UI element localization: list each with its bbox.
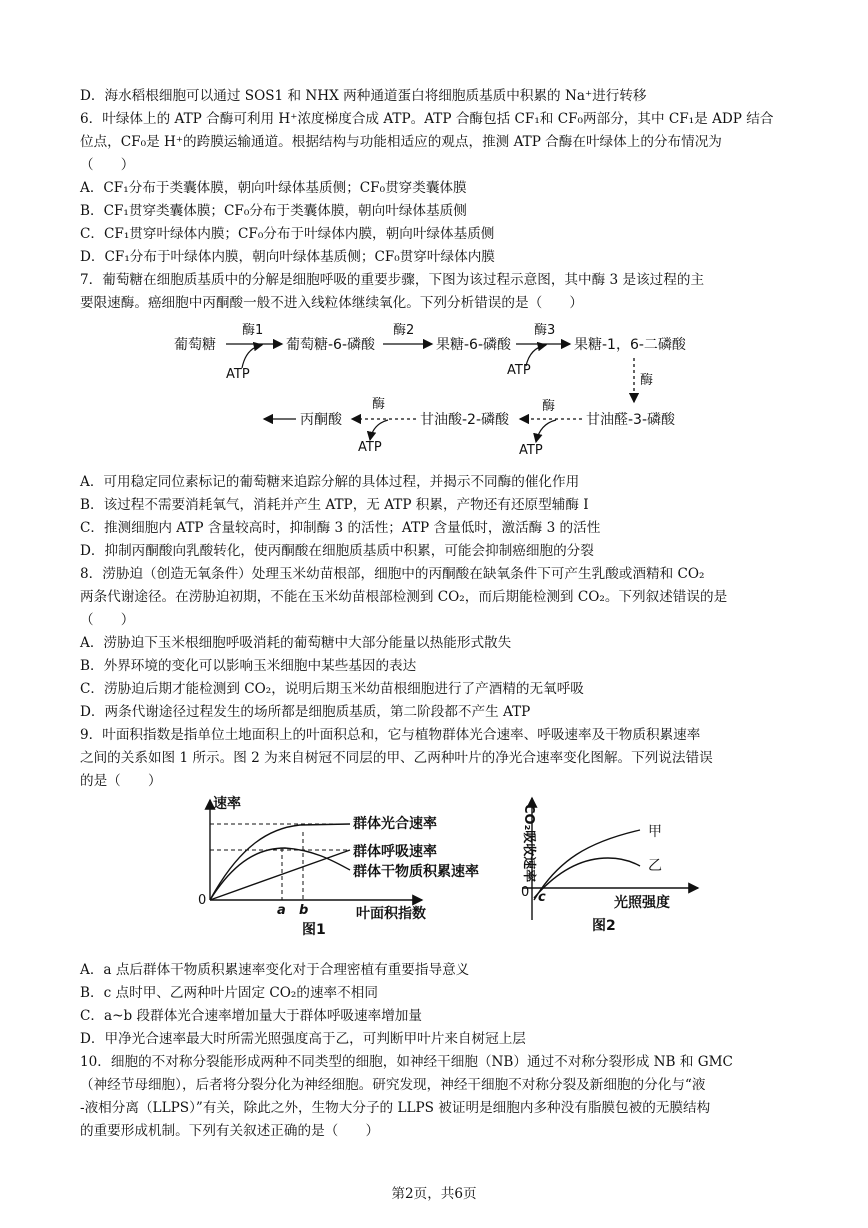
text-line: 9．叶面积指数是指单位土地面积上的叶面积总和，它与植物群体光合速率、呼吸速率及干物质积累速率 [80,727,701,743]
text-line: D．CF₁分布于叶绿体内膜，朝向叶绿体基质侧；CF₀贯穿叶绿体内膜 [80,249,495,265]
fig1-ylabel: 速率 [213,796,241,812]
text-line: 6．叶绿体上的 ATP 合酶可利用 H⁺浓度梯度合成 ATP。ATP 合酶包括 CF₁和 CF₀两部分，其中 CF₁是 ADP 结合 [80,111,774,127]
fig1-b: b [299,903,309,918]
f16bp-label: 果糖-1，6-二磷酸 [574,337,686,353]
enzyme1-label: 酶1 [242,323,264,338]
series-photosynthesis [210,824,350,900]
fig2-caption: 图2 [592,918,616,934]
text-line: A．涝胁迫下玉米根细胞呼吸消耗的葡萄糖中大部分能量以热能形式散失 [80,635,512,651]
fig2-ylabel: CO₂吸收速率 [521,804,536,883]
text-line: A．CF₁分布于类囊体膜，朝向叶绿体基质侧；CF₀贯穿类囊体膜 [80,180,467,196]
text-line: C．推测细胞内 ATP 含量较高时，抑制酶 3 的活性；ATP 含量低时，激活酶 3 的活性 [80,520,601,536]
enzyme3-label: 酶3 [534,323,556,338]
fig2-jia: 甲 [648,824,662,840]
text-line: C．涝胁迫后期才能检测到 CO₂，说明后期玉米幼苗根细胞进行了产酒精的无氧呼吸 [80,681,584,697]
fig1-a: a [277,903,286,918]
atp-label: ATP [358,440,382,455]
atp-label: ATP [226,367,250,382]
fig1-caption: 图1 [302,922,326,938]
enzyme-label: 酶 [372,397,386,412]
fig1-xlabel: 叶面积指数 [356,906,426,922]
g6p-label: 葡萄糖-6-磷酸 [286,337,376,353]
text-line: （ ） [80,612,135,628]
text-line: 的是（ ） [80,773,162,789]
fig2-c: c [538,890,546,905]
text-line: 8．涝胁迫（创造无氧条件）处理玉米幼苗根部，细胞中的丙酮酸在缺氧条件下可产生乳酸或酒精和 CO₂ [80,566,705,582]
text-line: 位点，CF₀是 H⁺的跨膜运输通道。根据结构与功能相适应的观点，推测 ATP 合酶在叶绿体上的分布情况为 [80,134,722,150]
enzyme-label: 酶 [640,373,654,388]
text-line: （ ） [80,157,135,173]
fig1-series2: 群体呼吸速率 [353,844,437,860]
text-line: B．c 点时甲、乙两种叶片固定 CO₂的速率不相同 [80,985,378,1001]
page-footer: 第2页，共6页 [391,1186,477,1202]
text-line: A．a 点后群体干物质积累速率变化对于合理密植有重要指导意义 [80,962,470,978]
fig2-yi: 乙 [648,858,662,874]
text-line: D．抑制丙酮酸向乳酸转化，使丙酮酸在细胞质基质中积累，可能会抑制癌细胞的分裂 [80,543,594,559]
series-respiration [210,850,350,900]
f6p-label: 果糖-6-磷酸 [436,337,512,353]
glycolysis-diagram [0,318,868,463]
text-line: C．CF₁贯穿叶绿体内膜；CF₀分布于叶绿体内膜，朝向叶绿体基质侧 [80,226,495,242]
enzyme-label: 酶 [542,399,556,414]
text-line: 10．细胞的不对称分裂能形成两种不同类型的细胞，如神经干细胞（NB）通过不对称分裂形成 NB 和 GMC [80,1054,733,1070]
text-line: （神经节母细胞），后者将分裂分化为神经细胞。研究发现，神经干细胞不对称分裂及新细胞的分化与“液 [80,1077,706,1093]
text-line: -液相分离（LLPS）”有关，除此之外，生物大分子的 LLPS 被证明是细胞内多种没有脂膜包被的无膜结构 [80,1100,711,1116]
pyruvate-label: 丙酮酸 [300,412,342,428]
fig1-series1: 群体光合速率 [353,816,437,832]
text-line: 的重要形成机制。下列有关叙述正确的是（ ） [80,1123,380,1139]
text-line: 7．葡萄糖在细胞质基质中的分解是细胞呼吸的重要步骤，下图为该过程示意图，其中酶 3 是该过程的主 [80,272,705,288]
text-line: B．外界环境的变化可以影响玉米细胞中某些基因的表达 [80,658,417,674]
fig1-origin: 0 [198,893,207,908]
g3p-label: 甘油醛-3-磷酸 [586,412,676,428]
text-line: 之间的关系如图 1 所示。图 2 为来自树冠不同层的甲、乙两种叶片的净光合速率变化图解。下列说法错误 [80,750,713,766]
pga2-label: 甘油酸-2-磷酸 [420,412,510,428]
atp-label: ATP [507,363,531,378]
text-line: D．海水稻根细胞可以通过 SOS1 和 NHX 两种通道蛋白将细胞质基质中积累的 Na⁺进行转移 [80,88,647,104]
text-line: B．CF₁贯穿类囊体膜；CF₀分布于类囊体膜，朝向叶绿体基质侧 [80,203,467,219]
text-line: D．两条代谢途径过程发生的场所都是细胞质基质，第二阶段都不产生 ATP [80,704,531,720]
enzyme2-label: 酶2 [393,323,415,338]
text-line: A．可用稳定同位素标记的葡萄糖来追踪分解的具体过程，并揭示不同酶的催化作用 [80,474,580,490]
glucose-label: 葡萄糖 [174,337,216,353]
fig2-origin: 0 [521,885,530,900]
text-line: D．甲净光合速率最大时所需光照强度高于乙，可判断甲叶片来自树冠上层 [80,1031,526,1047]
fig1-series3: 群体干物质积累速率 [353,864,479,880]
figure-1 [190,790,510,940]
fig2-xlabel: 光照强度 [614,895,670,911]
figure-2 [508,790,708,940]
text-line: 两条代谢途径。在涝胁迫初期，不能在玉米幼苗根部检测到 CO₂，而后期能检测到 CO₂。下列叙述错误的是 [80,589,728,605]
atp-label: ATP [519,443,543,458]
text-line: 要限速酶。癌细胞中丙酮酸一般不进入线粒体继续氧化。下列分析错误的是（ ） [80,295,583,311]
text-line: B．该过程不需要消耗氧气，消耗并产生 ATP，无 ATP 积累，产物还有还原型辅酶 I [80,497,589,513]
text-line: C．a~b 段群体光合速率增加量大于群体呼吸速率增加量 [80,1008,422,1024]
series-jia [534,830,640,900]
